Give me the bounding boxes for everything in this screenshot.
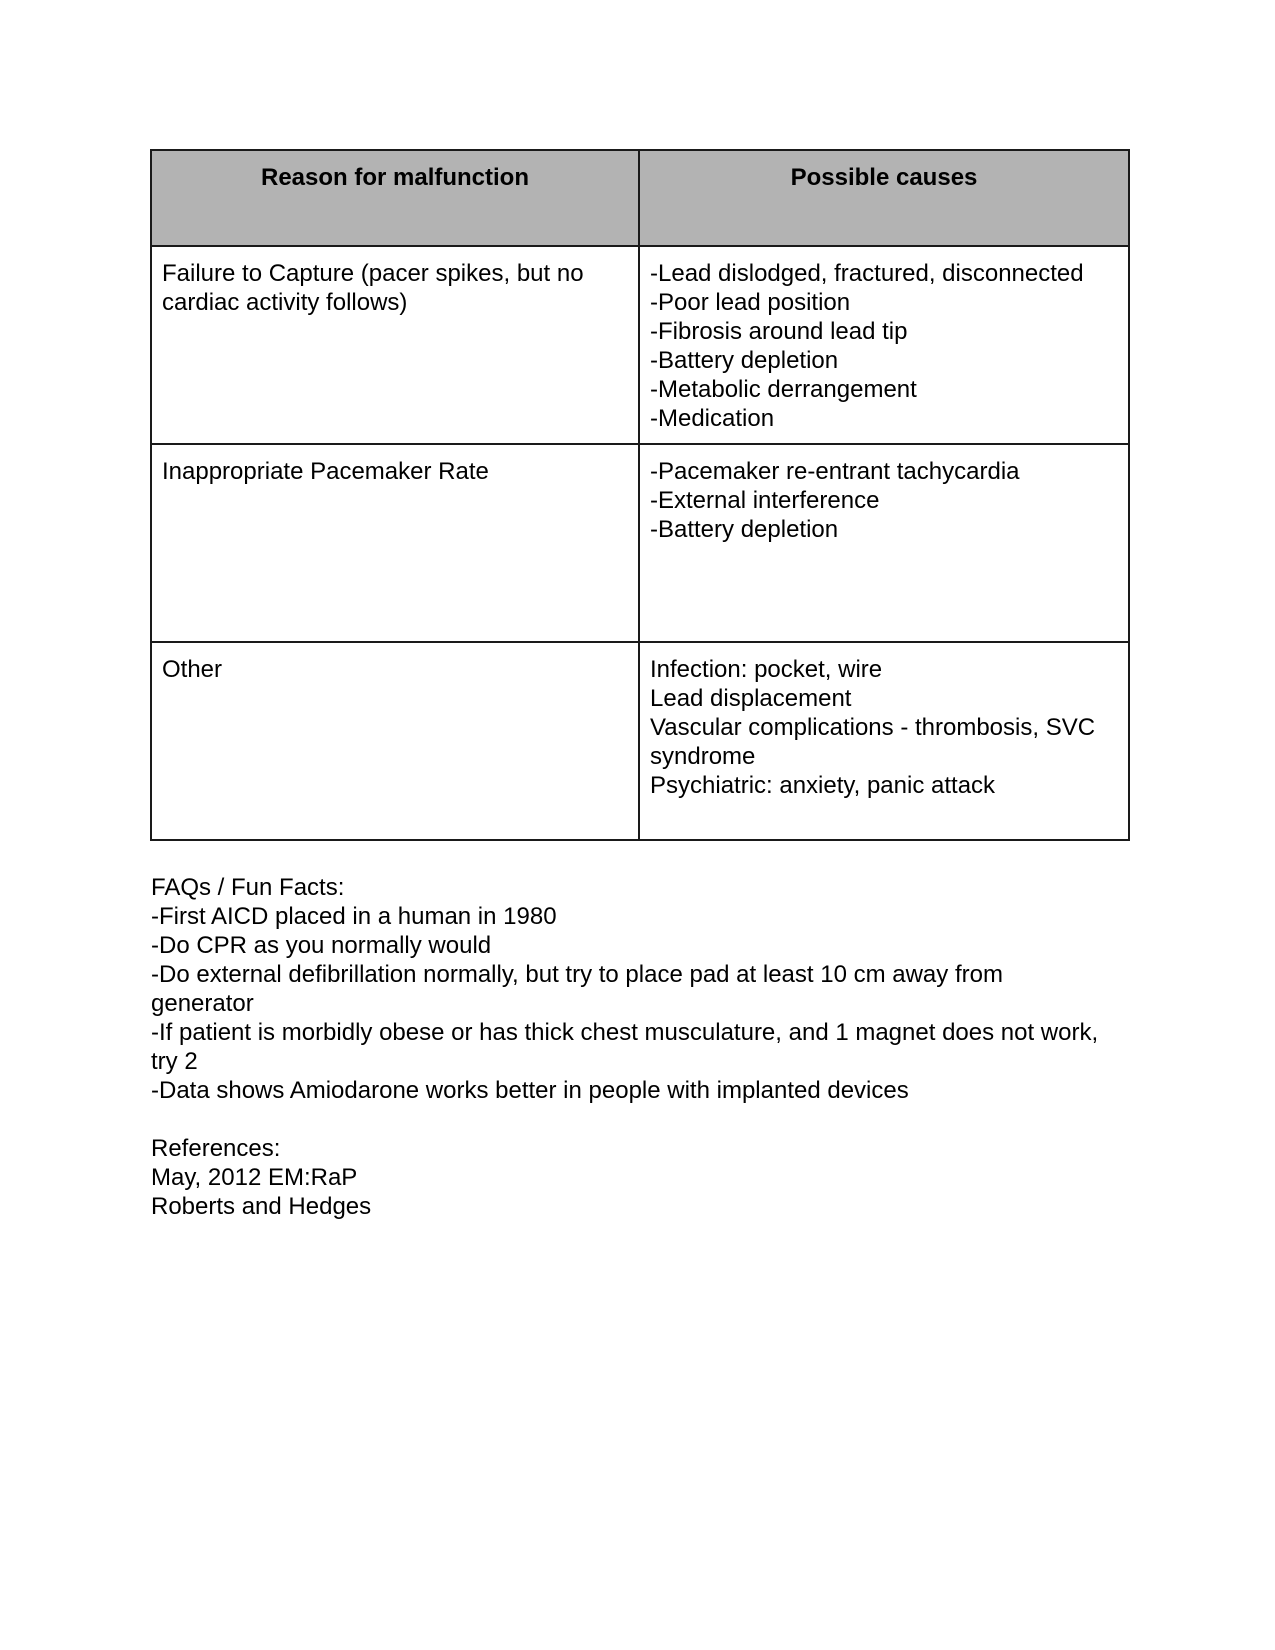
table-row (151, 246, 1129, 444)
cause-item: Psychiatric: anxiety, panic attack (650, 772, 996, 799)
reason-cell (151, 642, 639, 840)
cause-item: Vascular complications - thrombosis, SVC syndrome (650, 714, 1096, 770)
faq-item: -If patient is morbidly obese or has thick chest musculature, and 1 magnet does not work, try 2 (151, 1019, 1099, 1075)
cause-item: -Battery depletion (650, 347, 839, 374)
table-row (151, 444, 1129, 642)
header-reason: Reason for malfunction (151, 150, 639, 246)
cause-item: Infection: pocket, wire (650, 656, 883, 683)
notes-section (151, 873, 1111, 1221)
faq-item: -First AICD placed in a human in 1980 (151, 903, 557, 930)
cause-item: -Metabolic derrangement (650, 376, 917, 403)
cause-item: Lead displacement (650, 685, 852, 712)
cause-item: -Fibrosis around lead tip (650, 318, 908, 345)
header-causes: Possible causes (639, 150, 1129, 246)
cause-item: -Lead dislodged, fractured, disconnected (650, 260, 1084, 287)
reason-cell (151, 444, 639, 642)
reason-cell (151, 246, 639, 444)
table-row (151, 642, 1129, 840)
reason-text: Inappropriate Pacemaker Rate (162, 458, 489, 485)
spacer (151, 1105, 1111, 1134)
causes-cell (639, 642, 1129, 840)
faq-item: -Data shows Amiodarone works better in people with implanted devices (151, 1077, 909, 1104)
causes-cell (639, 444, 1129, 642)
references-heading: References: (151, 1135, 281, 1162)
faq-item: -Do external defibrillation normally, but try to place pad at least 10 cm away from generator (151, 961, 1003, 1017)
cause-item: -Medication (650, 405, 775, 432)
reference-item: May, 2012 EM:RaP (151, 1164, 358, 1191)
reason-text: Failure to Capture (pacer spikes, but no cardiac activity follows) (162, 260, 584, 316)
malfunction-table (150, 149, 1130, 841)
cause-item: -External interference (650, 487, 880, 514)
faq-item: -Do CPR as you normally would (151, 932, 492, 959)
faq-heading: FAQs / Fun Facts: (151, 874, 345, 901)
causes-cell (639, 246, 1129, 444)
reference-item: Roberts and Hedges (151, 1193, 372, 1220)
reason-text: Other (162, 656, 223, 683)
cause-item: -Battery depletion (650, 516, 839, 543)
cause-item: -Poor lead position (650, 289, 851, 316)
table-header-row (151, 150, 1129, 246)
cause-item: -Pacemaker re-entrant tachycardia (650, 458, 1020, 485)
